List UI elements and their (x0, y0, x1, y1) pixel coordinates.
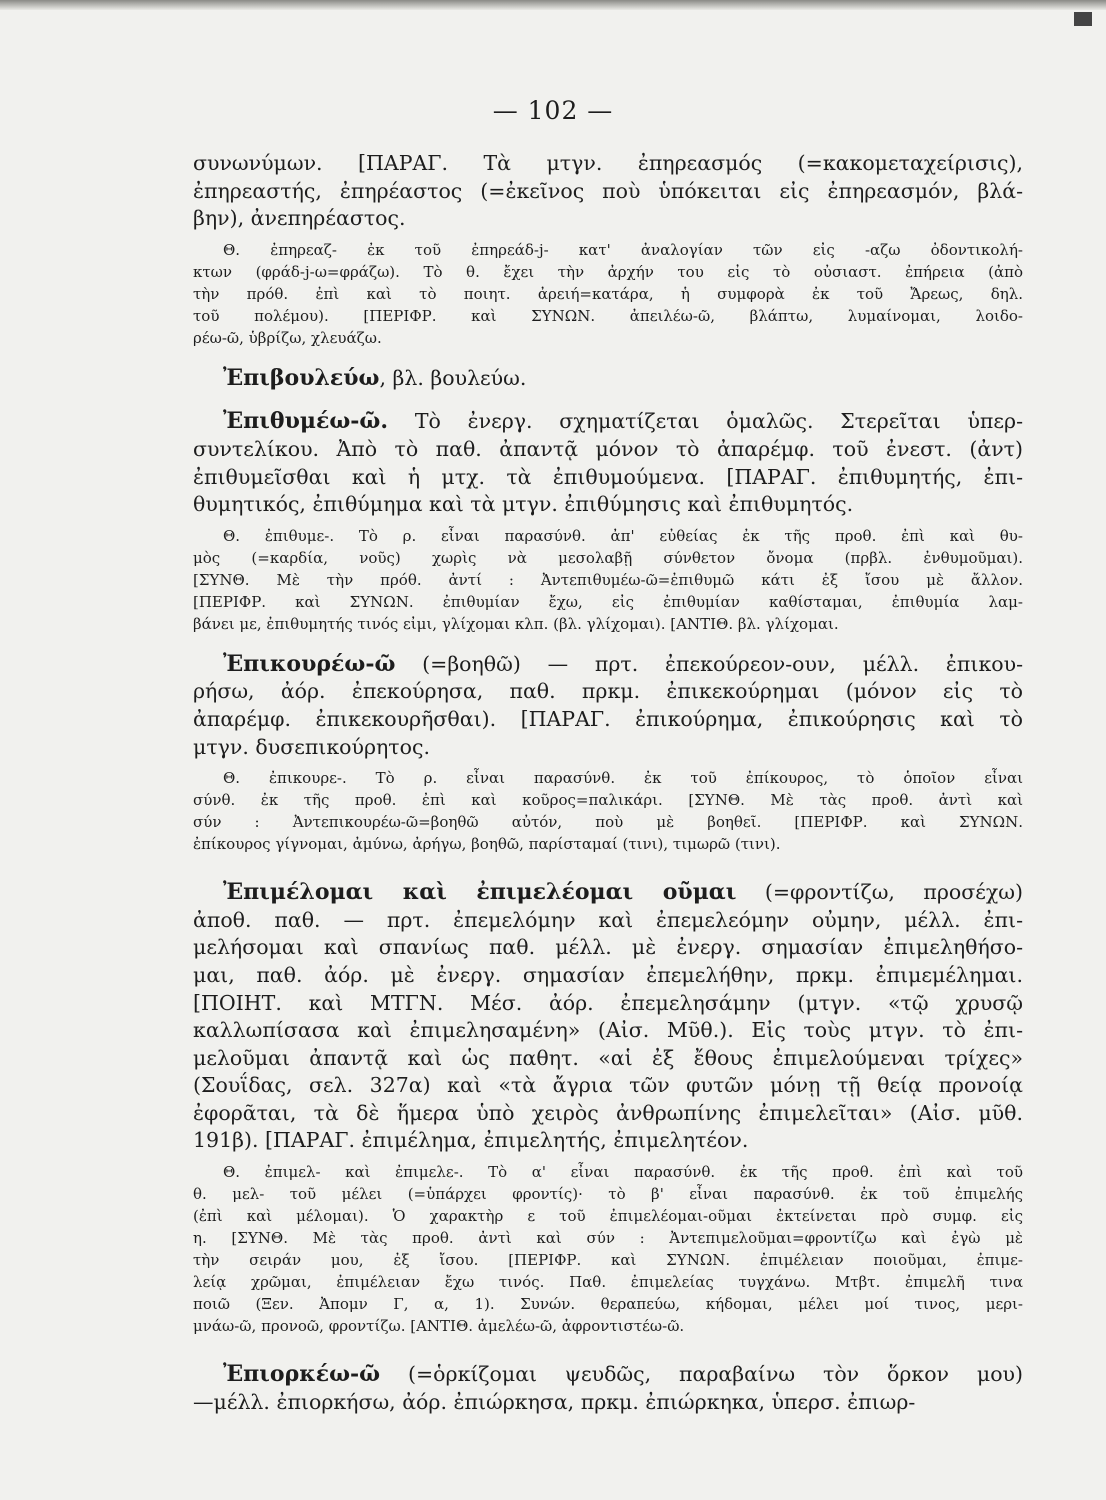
entry-paragraph (193, 879, 1023, 1155)
text-line: βάνει με, ἐπιθυμητής τινός εἰμι, γλίχομαι κλπ. (βλ. γλίχομαι). [ΑΝΤΙΘ. βλ. γλίχομαι. (193, 614, 839, 633)
text-line: η. [ΣΥΝΘ. Μὲ τὰς προθ. ἀντὶ καὶ σύν : Ἀντεπιμελοῦμαι=φροντίζω καὶ ἐγὼ μὲ (193, 1229, 1023, 1248)
block-spacer (193, 855, 1023, 879)
text-line: συντελίκου. Ἀπὸ τὸ παθ. ἀπαντᾷ μόνον τὸ ἀπαρέμφ. τοῦ ἐνεστ. (ἀντ) (193, 436, 1023, 461)
text-line: ἐφορᾶται, τὰ δὲ ἥμερα ὑπὸ χειρὸς ἀνθρωπίνης ἐπιμελεῖται» (Αἰσ. μῦθ. (193, 1100, 1023, 1125)
block-spacer (193, 349, 1023, 365)
text-line: ἐπιθυμεῖσθαι καὶ ἡ μτχ. τὰ ἐπιθυμούμενα. [ΠΑΡΑΓ. ἐπιθυμητής, ἐπι- (193, 464, 1023, 489)
text-line: Ἐπιμέλομαι καὶ ἐπιμελέομαι οῦμαι (=φροντίζω, προσέχω) (223, 879, 1023, 906)
text-line: ἐπίκουρος γίγνομαι, ἀμύνω, ἀρήγω, βοηθῶ, παρίσταμαί (τινι), τιμωρῶ (τινι). (193, 835, 781, 854)
text-line: συνωνύμων. [ΠΑΡΑΓ. Τὰ μτγν. ἐπηρεασμός (=κακομεταχείρισις), (193, 151, 1023, 175)
text-line: Θ. ἐπικουρε-. Τὸ ρ. εἶναι παρασύνθ. ἐκ τοῦ ἐπίκουρος, τὸ ὁποῖον εἶναι (223, 769, 1023, 788)
block-spacer (193, 392, 1023, 408)
text-line: μελήσομαι καὶ σπανίως παθ. μέλλ. μὲ ἐνεργ. σημασίαν ἐπιμεληθήσο- (193, 935, 1023, 960)
scan-top-edge (0, 0, 1106, 10)
text-line: σύνθ. ἐκ τῆς προθ. ἐπὶ καὶ κοῦρος=παλικάρι. [ΣΥΝΘ. Μὲ τὰς προθ. ἀντὶ καὶ (193, 791, 1023, 810)
text-line: ἐπηρεαστής, ἐπηρέαστος (=ἐκεῖνος ποὺ ὑπόκειται εἰς ἐπηρεασμόν, βλά- (193, 178, 1023, 203)
entry-paragraph (193, 1361, 1023, 1416)
text-line: τοῦ πολέμου). [ΠΕΡΙΦΡ. καὶ ΣΥΝΩΝ. ἀπειλέω-ῶ, βλάπτω, λυμαίνομαι, λοιδο- (193, 306, 1023, 325)
headword: Ἐπιβουλεύω (223, 364, 380, 391)
text-line: (Σουΐδας, σελ. 327α) καὶ «τὰ ἄγρια τῶν φυτῶν μόνῃ τῇ θείᾳ προνοίᾳ (193, 1073, 1023, 1098)
text-line: (ἐπὶ καὶ μέλομαι). Ὁ χαρακτὴρ ε τοῦ ἐπιμελέομαι-οῦμαι ἐκτείνεται πρὸ συμφ. εἰς (193, 1207, 1023, 1226)
text-line: Θ. ἐπιθυμε-. Τὸ ρ. εἶναι παρασύνθ. ἀπ' εὐθείας ἐκ τῆς προθ. ἐπὶ καὶ θυ- (223, 526, 1023, 545)
etymology-note (193, 767, 1023, 855)
text-line: Θ. ἐπιμελ- καὶ ἐπιμελε-. Τὸ α' εἶναι παρασύνθ. ἐκ τῆς προθ. ἐπὶ καὶ τοῦ (223, 1163, 1023, 1182)
text-line: [ΠΟΙΗΤ. καὶ ΜΤΓΝ. Μέσ. ἀόρ. ἐπεμελησάμην (μτγν. «τῷ χρυσῷ (193, 990, 1023, 1015)
block-spacer (193, 635, 1023, 651)
text-line: Ἐπιθυμέω-ῶ. Τὸ ἐνεργ. σχηματίζεται ὁμαλῶς. Στερεῖται ὑπερ- (223, 408, 1023, 435)
text-line: λείᾳ χρῶμαι, ἐπιμέλειαν ἔχω τινός. Παθ. ἐπιμελείας τυγχάνω. Μτβτ. ἐπιμελῆ τινα (193, 1273, 1023, 1292)
etymology-note (193, 525, 1023, 635)
text-line: μνάω-ῶ, προνοῶ, φροντίζω. [ΑΝΤΙΘ. ἀμελέω-ῶ, ἀφροντιστέω-ῶ. (193, 1317, 685, 1336)
text-line: θ. μελ- τοῦ μέλει (=ὑπάρχει φροντίς)· τὸ β' εἶναι παρασύνθ. ἐκ τοῦ ἐπιμελής (193, 1185, 1023, 1204)
text-line: τὴν σειράν μου, ἐξ ἴσου. [ΠΕΡΙΦΡ. καὶ ΣΥΝΩΝ. ἐπιμέλειαν ποιοῦμαι, ἐπιμε- (193, 1251, 1023, 1270)
text-line: [ΠΕΡΙΦΡ. καὶ ΣΥΝΩΝ. ἐπιθυμίαν ἔχω, εἰς ἐπιθυμίαν καθίσταμαι, ἐπιθυμία λαμ- (193, 592, 1023, 611)
entry-paragraph (193, 150, 1023, 233)
entry-paragraph (193, 651, 1023, 761)
text-line: ἀποθ. παθ. — πρτ. ἐπεμελόμην καὶ ἐπεμελεόμην οὐμην, μέλλ. ἐπι- (193, 907, 1023, 932)
text-line: τὴν πρόθ. ἐπὶ καὶ τὸ ποιητ. ἀρειή=κατάρα, ἡ συμφορὰ ἐκ τοῦ Ἄρεως, δηλ. (193, 284, 1023, 303)
text-line: ρέω-ῶ, ὑβρίζω, χλευάζω. (193, 328, 382, 347)
text-line: ποιῶ (Ξεν. Ἀπομν Γ, α, 1). Συνών. θεραπεύω, κήδομαι, μέλει μοί τινος, μερι- (193, 1295, 1023, 1314)
text-line: 191β). [ΠΑΡΑΓ. ἐπιμέλημα, ἐπιμελητής, ἐπιμελητέον. (193, 1128, 749, 1153)
text-line: ρήσω, ἀόρ. ἐπεκούρησα, παθ. πρκμ. ἐπικεκούρημαι (μόνον εἰς τὸ (193, 679, 1023, 704)
text-line: βην), ἀνεπηρέαστος. (193, 206, 406, 231)
etymology-note (193, 239, 1023, 349)
page-number: — 102 — (492, 96, 614, 125)
text-line: θυμητικός, ἐπιθύμημα καὶ τὰ μτγν. ἐπιθύμησις καὶ ἐπιθυμητός. (193, 492, 854, 517)
text-line: Ἐπιορκέω-ῶ (=ὁρκίζομαι ψευδῶς, παραβαίνω τὸν ὅρκον μου) (223, 1361, 1023, 1388)
headword: Ἐπικουρέω-ῶ (223, 650, 396, 677)
text-line: μὸς (=καρδία, νοῦς) χωρὶς νὰ μεσολαβῇ σύνθετον ὄνομα (πρβλ. ἐνθυμοῦμαι). (193, 548, 1023, 567)
page-body (193, 150, 1023, 1416)
etymology-note (193, 1161, 1023, 1337)
headword: Ἐπιορκέω-ῶ (223, 1361, 381, 1388)
entry-paragraph (193, 408, 1023, 518)
text-line: μτγν. δυσεπικούρητος. (193, 734, 430, 759)
text-line: μαι, παθ. ἀόρ. μὲ ἐνεργ. σημασίαν ἐπεμελήθην, πρκμ. ἐπιμεμέλημαι. (193, 962, 1023, 987)
headword: Ἐπιθυμέω-ῶ. (223, 408, 389, 435)
text-line: —μέλλ. ἐπιορκήσω, ἀόρ. ἐπιώρκησα, πρκμ. ἐπιώρκηκα, ὑπερσ. ἐπιωρ- (193, 1389, 916, 1414)
text-line: καλλωπίσασα καὶ ἐπιμελησαμένη» (Αἰσ. Μῦθ.). Εἰς τοὺς μτγν. τὸ ἐπι- (193, 1018, 1023, 1043)
text-line: Ἐπιβουλεύω, βλ. βουλεύω. (223, 364, 527, 391)
text-line: Θ. ἐπηρεαζ- ἐκ τοῦ ἐπηρεάδ-j- κατ' ἀναλογίαν τῶν εἰς -αζω ὀδοντικολή- (223, 240, 1023, 259)
text-line: σύν : Ἀντεπικουρέω-ῶ=βοηθῶ αὐτόν, ποὺ μὲ βοηθεῖ. [ΠΕΡΙΦΡ. καὶ ΣΥΝΩΝ. (193, 813, 1023, 832)
text-line: μελοῦμαι ἀπαντᾷ καὶ ὡς παθητ. «αἱ ἐξ ἔθους ἐπιμελούμεναι τρίχες» (193, 1045, 1023, 1070)
entry-paragraph (193, 365, 1023, 393)
text-line: Ἐπικουρέω-ῶ (=βοηθῶ) — πρτ. ἐπεκούρεον-ουν, μέλλ. ἐπικου- (223, 650, 1023, 677)
text-line: ἀπαρέμφ. ἐπικεκουρῆσθαι). [ΠΑΡΑΓ. ἐπικούρημα, ἐπικούρησις καὶ τὸ (193, 706, 1023, 731)
scan-corner-mark (1074, 12, 1092, 26)
text-line: [ΣΥΝΘ. Μὲ τὴν πρόθ. ἀντί : Ἀντεπιθυμέω-ῶ=ἐπιθυμῶ κάτι ἐξ ἴσου μὲ ἄλλον. (193, 570, 1023, 589)
headword: Ἐπιμέλομαι καὶ ἐπιμελέομαι οῦμαι (223, 879, 737, 906)
block-spacer (193, 1337, 1023, 1361)
text-line: κτων (φράδ-j-ω=φράζω). Τὸ θ. ἔχει τὴν ἀρχήν του εἰς τὸ οὐσιαστ. ἐπήρεια (ἀπὸ (193, 262, 1023, 281)
